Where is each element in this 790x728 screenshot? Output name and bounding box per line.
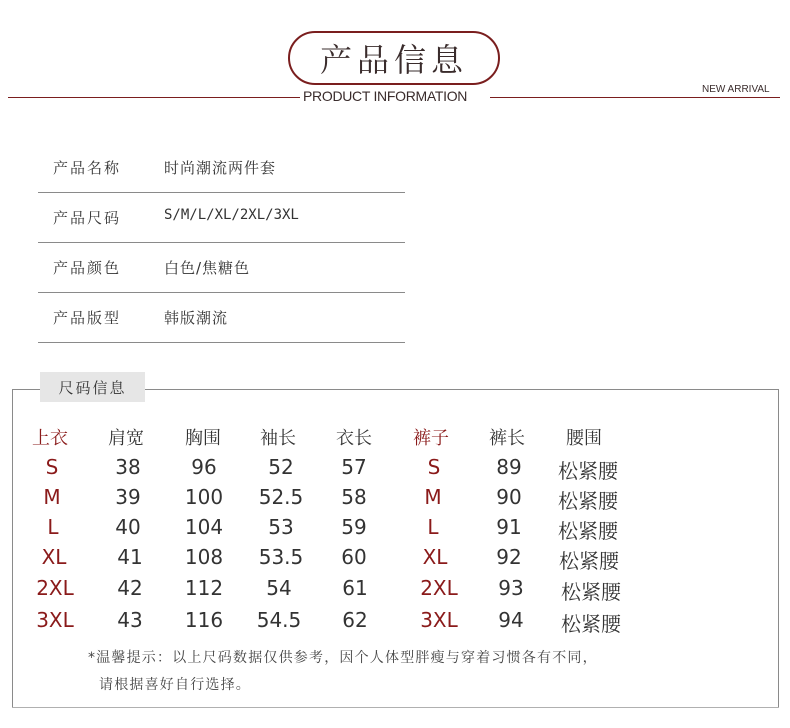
size-label: 2XL — [36, 576, 74, 600]
new-arrival-tag: NEW ARRIVAL — [702, 84, 770, 95]
table-cell: 96 — [191, 455, 217, 479]
size-chart-bottom-line — [12, 707, 779, 708]
table-cell: 104 — [184, 515, 224, 539]
size-section-title: 尺码信息 — [40, 372, 145, 402]
size-label: S — [427, 455, 441, 479]
page-subtitle: PRODUCT INFORMATION — [303, 88, 468, 104]
table-cell: 松紧腰 — [561, 580, 621, 604]
col-header-chest: 胸围 — [185, 428, 221, 449]
table-cell: 松紧腰 — [558, 519, 618, 543]
table-cell: 松紧腰 — [561, 612, 621, 636]
col-header-length: 衣长 — [336, 428, 372, 449]
info-value: 白色/焦糖色 — [164, 259, 251, 277]
size-label: 2XL — [420, 576, 458, 600]
size-label: 3XL — [420, 608, 458, 632]
col-header-top: 上衣 — [32, 428, 68, 449]
table-cell: 54 — [266, 576, 292, 600]
table-cell: 41 — [117, 545, 143, 569]
table-cell: 62 — [342, 608, 368, 632]
size-label: S — [45, 455, 59, 479]
table-cell: 40 — [115, 515, 141, 539]
table-cell: 52 — [268, 455, 294, 479]
info-value: 韩版潮流 — [164, 309, 229, 327]
table-cell: 57 — [341, 455, 367, 479]
info-value: S/M/L/XL/2XL/3XL — [164, 207, 299, 223]
size-label: XL — [41, 545, 67, 569]
table-cell: 116 — [184, 608, 224, 632]
header-line-left — [8, 97, 300, 98]
table-cell: 92 — [496, 545, 522, 569]
table-cell: 59 — [341, 515, 367, 539]
info-label: 产品版型 — [53, 309, 122, 327]
table-cell: 43 — [117, 608, 143, 632]
info-value: 时尚潮流两件套 — [164, 159, 277, 177]
table-cell: 90 — [496, 485, 522, 509]
col-header-shoulder: 肩宽 — [108, 428, 144, 449]
col-header-waist: 腰围 — [566, 428, 602, 449]
table-cell: 89 — [496, 455, 522, 479]
table-cell: 52.5 — [258, 485, 304, 509]
info-row-size — [38, 193, 405, 243]
col-header-sleeve: 袖长 — [260, 428, 296, 449]
header-line-right — [490, 97, 780, 98]
info-row-fit — [38, 293, 405, 343]
info-label: 产品尺码 — [53, 209, 122, 227]
table-cell: 松紧腰 — [558, 459, 618, 483]
page-title: 产品信息 — [288, 31, 500, 85]
size-label: L — [47, 515, 59, 539]
table-cell: 112 — [184, 576, 224, 600]
size-label: 3XL — [36, 608, 74, 632]
size-note-line2: 请根据喜好自行选择。 — [99, 677, 251, 693]
table-cell: 松紧腰 — [559, 549, 619, 573]
table-cell: 58 — [341, 485, 367, 509]
size-note-line1: *温馨提示：以上尺码数据仅供参考，因个人体型胖瘦与穿着习惯各有不同， — [88, 650, 598, 666]
size-label: XL — [422, 545, 448, 569]
table-cell: 108 — [184, 545, 224, 569]
info-row-name — [38, 143, 405, 193]
table-cell: 38 — [115, 455, 141, 479]
info-row-color — [38, 243, 405, 293]
size-label: M — [43, 485, 61, 509]
size-label: L — [427, 515, 439, 539]
table-cell: 42 — [117, 576, 143, 600]
col-header-pants-length: 裤长 — [489, 428, 525, 449]
size-label: M — [424, 485, 442, 509]
table-cell: 100 — [184, 485, 224, 509]
table-cell: 60 — [341, 545, 367, 569]
table-cell: 53.5 — [258, 545, 304, 569]
table-cell: 54.5 — [256, 608, 302, 632]
info-label: 产品名称 — [53, 159, 122, 177]
table-cell: 94 — [498, 608, 524, 632]
table-cell: 93 — [498, 576, 524, 600]
info-label: 产品颜色 — [53, 259, 122, 277]
table-cell: 39 — [115, 485, 141, 509]
table-cell: 松紧腰 — [558, 489, 618, 513]
table-cell: 91 — [496, 515, 522, 539]
table-cell: 61 — [342, 576, 368, 600]
table-cell: 53 — [268, 515, 294, 539]
col-header-pants: 裤子 — [413, 428, 449, 449]
